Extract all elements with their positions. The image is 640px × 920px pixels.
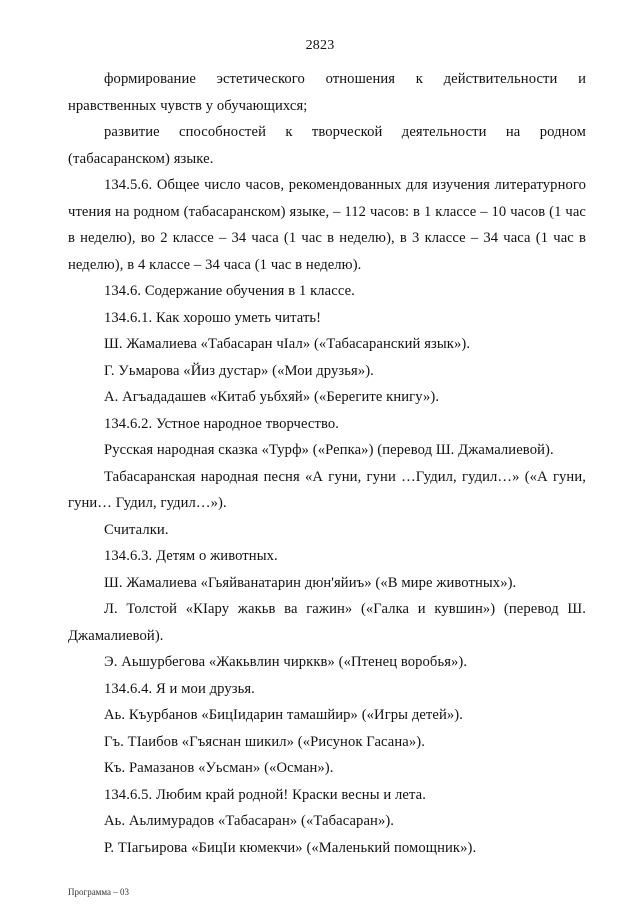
reading-item: Л. Толстой «КIару жакьв ва гажин» («Галка и кувшин») (перевод Ш. Джамалиевой). [68,601,586,644]
subsection-heading-134-6-1: 134.6.1. Как хорошо уметь читать! [104,309,322,326]
reading-item: Г. Уьмарова «Йиз дустар» («Мои друзья»). [104,362,374,379]
page-footer: Программа – 03 [68,887,130,897]
reading-item: Аь. Къурбанов «БицIидарин тамашйир» («Игры детей»). [104,707,463,723]
subsection-heading-134-6-2: 134.6.2. Устное народное творчество. [104,415,339,432]
reading-item: Гъ. ТIаибов «Гъяснан шикил» («Рисунок Гасана»). [104,733,425,750]
subsection-heading-134-6-5: 134.6.5. Любим край родной! Краски весны и лета. [104,786,426,803]
reading-item: А. Агъададашев «Китаб уьбхяй» («Берегите книгу»). [104,389,440,405]
reading-item: Ш. Жамалиева «Гьяйванатарин дюн'яйиъ» («В мире животных»). [104,574,517,591]
subsection-heading-134-6-3: 134.6.3. Детям о животных. [104,548,278,564]
document-body [68,66,586,861]
reading-item: Ш. Жамалиева «Табасаран чIал» («Табасаранский язык»). [104,336,471,352]
paragraph-2: развитие способностей к творческой деятельности на родном (табасаранском) языке. [68,124,586,167]
reading-item: Аь. Аьлимурадов «Табасаран» («Табасаран»). [104,813,395,829]
paragraph-3: 134.5.6. Общее число часов, рекомендованных для изучения литературного чтения на родном (табасаранском) языке, – 112 часов: в 1 классе – 10 часов (1 час в неделю), во 2 классе – 34 часа (1 час в неделю), в 3 классе – 34 часа (1 час в неделю), в 4 классе – 34 часа (1 час в неделю). [68,177,586,273]
paragraph-1: формирование эстетического отношения к действительности и нравственных чувств у обучающихся; [68,71,586,114]
reading-item: Считалки. [104,521,169,538]
subsection-heading-134-6-4: 134.6.4. Я и мои друзья. [104,680,255,697]
reading-item: Э. Аьшурбегова «Жакьвлин чирккв» («Птенец воробья»). [104,654,468,670]
reading-item: Русская народная сказка «Турф» («Репка») (перевод Ш. Джамалиевой). [104,442,554,458]
section-heading-134-6: 134.6. Содержание обучения в 1 классе. [104,283,355,299]
page-number: 2823 [305,38,335,53]
reading-item: Табасаранская народная песня «А гуни, гуни …Гудил, гудил…» («А гуни, гуни… Гудил, гудил…»). [68,468,586,511]
reading-item: Р. ТIагьирова «БицIи кюмекчи» («Маленький помощник»). [104,839,477,856]
reading-item: Къ. Рамазанов «Уьсман» («Осман»). [104,760,334,776]
